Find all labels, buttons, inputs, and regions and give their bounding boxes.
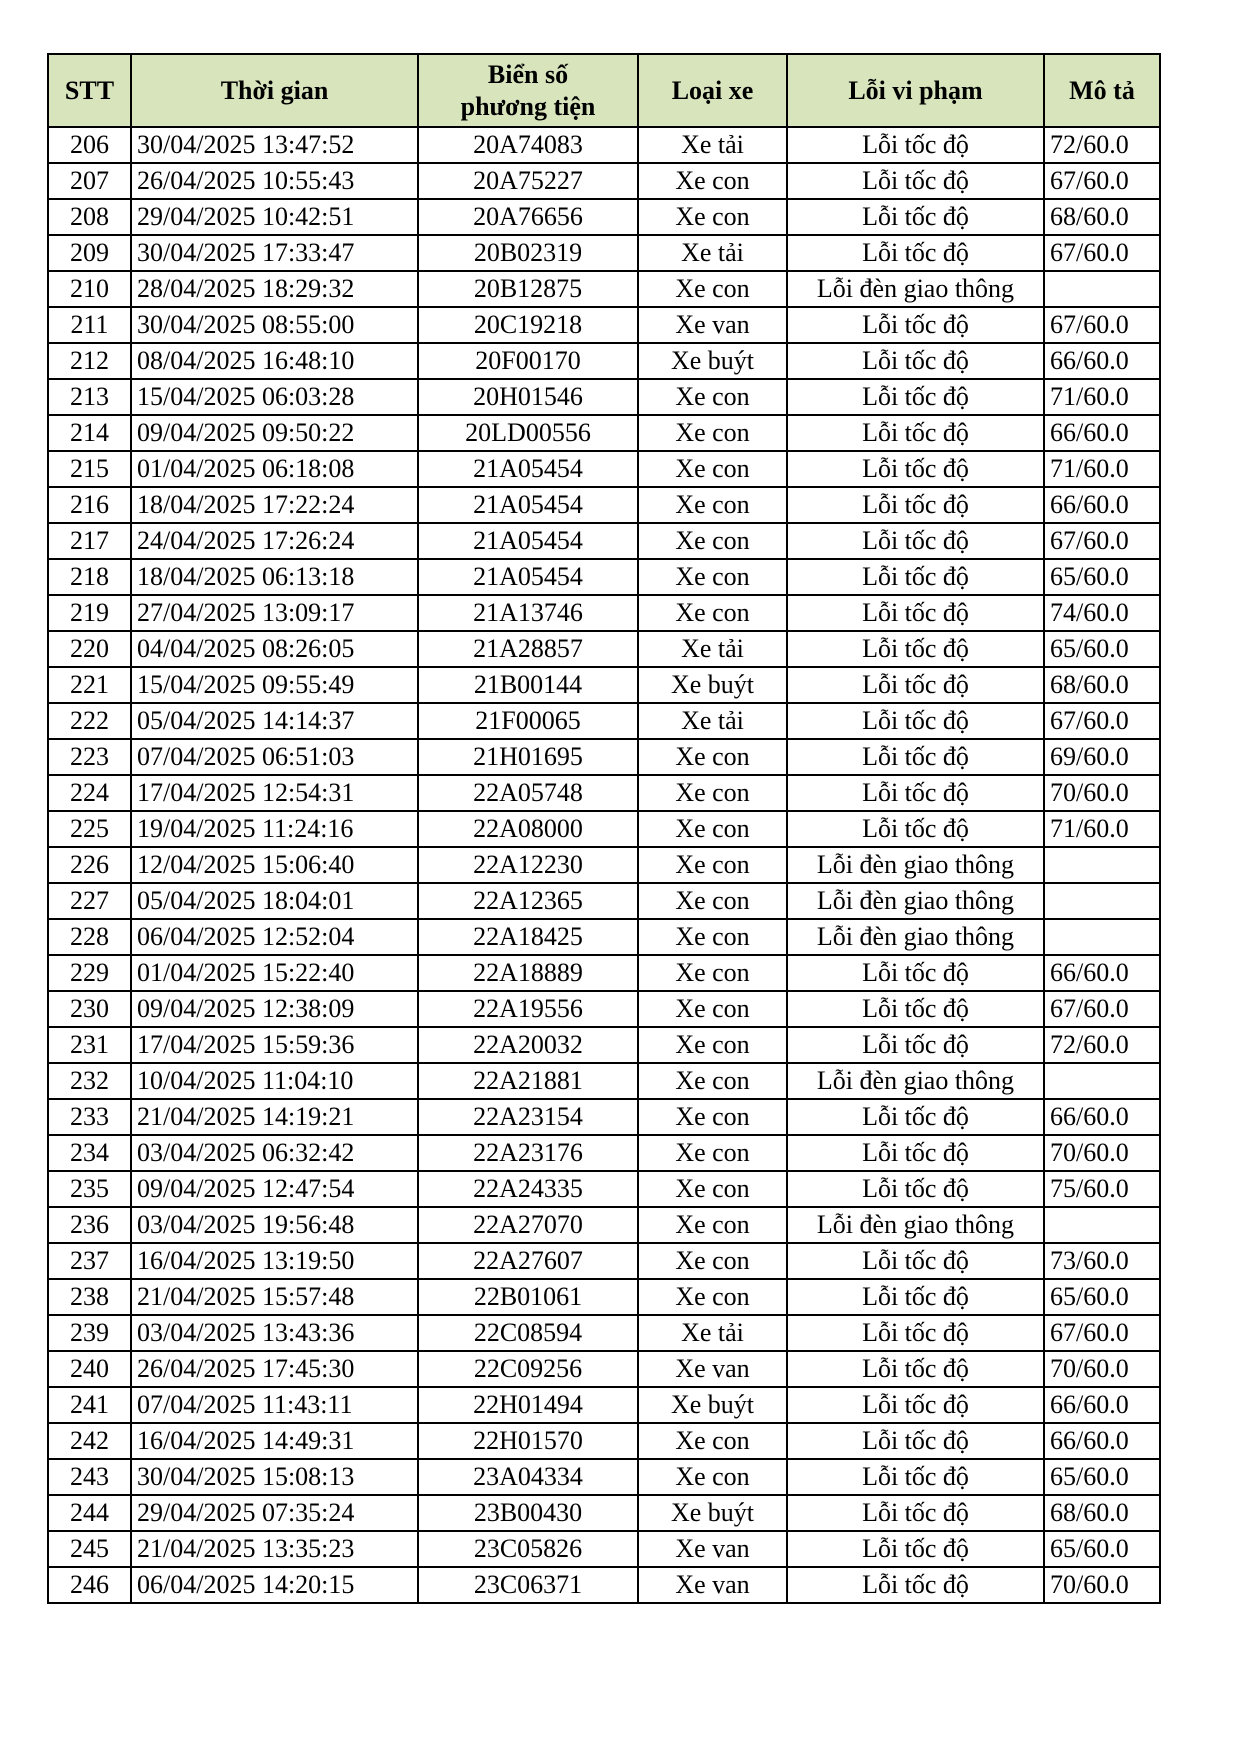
cell-stt: 214 (48, 415, 131, 451)
cell-plate: 22A18889 (418, 955, 638, 991)
cell-stt: 212 (48, 343, 131, 379)
table-row (48, 235, 1160, 271)
header-plate-line1: Biển số (487, 59, 569, 89)
table-body (48, 127, 1160, 1603)
cell-stt: 231 (48, 1027, 131, 1063)
cell-stt: 244 (48, 1495, 131, 1531)
cell-plate: 20A75227 (418, 163, 638, 199)
cell-vehicle-type: Xe van (638, 1531, 787, 1567)
cell-plate: 20A76656 (418, 199, 638, 235)
cell-violation: Lỗi tốc độ (787, 703, 1044, 739)
table-row (48, 127, 1160, 163)
cell-description: 66/60.0 (1044, 1099, 1160, 1135)
cell-description: 68/60.0 (1044, 1495, 1160, 1531)
cell-description: 67/60.0 (1044, 307, 1160, 343)
cell-time: 19/04/2025 11:24:16 (131, 811, 418, 847)
cell-vehicle-type: Xe con (638, 451, 787, 487)
cell-time: 17/04/2025 15:59:36 (131, 1027, 418, 1063)
cell-violation: Lỗi tốc độ (787, 379, 1044, 415)
cell-vehicle-type: Xe con (638, 775, 787, 811)
cell-time: 16/04/2025 14:49:31 (131, 1423, 418, 1459)
cell-time: 01/04/2025 15:22:40 (131, 955, 418, 991)
cell-violation: Lỗi tốc độ (787, 739, 1044, 775)
cell-description: 69/60.0 (1044, 739, 1160, 775)
table-row (48, 1135, 1160, 1171)
cell-plate: 21A05454 (418, 487, 638, 523)
cell-violation: Lỗi tốc độ (787, 1243, 1044, 1279)
cell-vehicle-type: Xe tải (638, 1315, 787, 1351)
cell-vehicle-type: Xe con (638, 1099, 787, 1135)
cell-plate: 22A08000 (418, 811, 638, 847)
table-row (48, 343, 1160, 379)
cell-time: 07/04/2025 11:43:11 (131, 1387, 418, 1423)
cell-description: 71/60.0 (1044, 451, 1160, 487)
cell-time: 03/04/2025 06:32:42 (131, 1135, 418, 1171)
cell-violation: Lỗi tốc độ (787, 343, 1044, 379)
cell-violation: Lỗi tốc độ (787, 955, 1044, 991)
cell-stt: 207 (48, 163, 131, 199)
cell-violation: Lỗi tốc độ (787, 1315, 1044, 1351)
cell-vehicle-type: Xe con (638, 739, 787, 775)
cell-vehicle-type: Xe con (638, 1243, 787, 1279)
table-row (48, 703, 1160, 739)
cell-plate: 22A18425 (418, 919, 638, 955)
cell-violation: Lỗi tốc độ (787, 1279, 1044, 1315)
cell-time: 30/04/2025 15:08:13 (131, 1459, 418, 1495)
cell-description: 66/60.0 (1044, 1423, 1160, 1459)
cell-violation: Lỗi tốc độ (787, 163, 1044, 199)
cell-description: 66/60.0 (1044, 343, 1160, 379)
table-row (48, 1387, 1160, 1423)
table-row (48, 1207, 1160, 1243)
cell-plate: 22A27607 (418, 1243, 638, 1279)
table-row (48, 991, 1160, 1027)
cell-plate: 21A05454 (418, 451, 638, 487)
table-row (48, 1459, 1160, 1495)
cell-violation: Lỗi tốc độ (787, 1351, 1044, 1387)
table-row (48, 1243, 1160, 1279)
cell-vehicle-type: Xe con (638, 991, 787, 1027)
cell-violation: Lỗi tốc độ (787, 1171, 1044, 1207)
cell-description (1044, 1207, 1160, 1243)
cell-violation: Lỗi đèn giao thông (787, 1207, 1044, 1243)
cell-description: 68/60.0 (1044, 667, 1160, 703)
table-row (48, 451, 1160, 487)
table-row (48, 739, 1160, 775)
cell-stt: 241 (48, 1387, 131, 1423)
cell-plate: 20F00170 (418, 343, 638, 379)
cell-time: 04/04/2025 08:26:05 (131, 631, 418, 667)
cell-time: 21/04/2025 13:35:23 (131, 1531, 418, 1567)
cell-time: 03/04/2025 13:43:36 (131, 1315, 418, 1351)
table-row (48, 811, 1160, 847)
cell-violation: Lỗi đèn giao thông (787, 883, 1044, 919)
cell-vehicle-type: Xe con (638, 1423, 787, 1459)
cell-violation: Lỗi tốc độ (787, 1135, 1044, 1171)
cell-time: 27/04/2025 13:09:17 (131, 595, 418, 631)
cell-stt: 246 (48, 1567, 131, 1603)
cell-description: 70/60.0 (1044, 1135, 1160, 1171)
cell-stt: 218 (48, 559, 131, 595)
table-row (48, 1063, 1160, 1099)
cell-violation: Lỗi tốc độ (787, 1423, 1044, 1459)
cell-violation: Lỗi tốc độ (787, 811, 1044, 847)
cell-vehicle-type: Xe con (638, 595, 787, 631)
cell-description (1044, 847, 1160, 883)
cell-description: 73/60.0 (1044, 1243, 1160, 1279)
cell-vehicle-type: Xe van (638, 1351, 787, 1387)
cell-plate: 21A28857 (418, 631, 638, 667)
cell-stt: 228 (48, 919, 131, 955)
cell-description: 65/60.0 (1044, 1531, 1160, 1567)
cell-stt: 245 (48, 1531, 131, 1567)
table-row (48, 883, 1160, 919)
violations-table (47, 53, 1161, 1604)
table-row (48, 847, 1160, 883)
cell-plate: 20B12875 (418, 271, 638, 307)
cell-description: 66/60.0 (1044, 487, 1160, 523)
cell-violation: Lỗi tốc độ (787, 127, 1044, 163)
cell-stt: 209 (48, 235, 131, 271)
cell-description: 66/60.0 (1044, 1387, 1160, 1423)
cell-plate: 21F00065 (418, 703, 638, 739)
cell-description: 68/60.0 (1044, 199, 1160, 235)
cell-stt: 233 (48, 1099, 131, 1135)
cell-vehicle-type: Xe con (638, 955, 787, 991)
table-row (48, 1315, 1160, 1351)
cell-vehicle-type: Xe con (638, 1459, 787, 1495)
cell-violation: Lỗi tốc độ (787, 1495, 1044, 1531)
cell-vehicle-type: Xe tải (638, 127, 787, 163)
cell-vehicle-type: Xe con (638, 199, 787, 235)
cell-violation: Lỗi tốc độ (787, 1387, 1044, 1423)
cell-vehicle-type: Xe tải (638, 703, 787, 739)
cell-violation: Lỗi tốc độ (787, 307, 1044, 343)
cell-description: 71/60.0 (1044, 379, 1160, 415)
cell-description: 70/60.0 (1044, 1351, 1160, 1387)
cell-plate: 23C06371 (418, 1567, 638, 1603)
cell-time: 30/04/2025 13:47:52 (131, 127, 418, 163)
table-row (48, 523, 1160, 559)
cell-vehicle-type: Xe con (638, 379, 787, 415)
cell-time: 26/04/2025 10:55:43 (131, 163, 418, 199)
cell-violation: Lỗi tốc độ (787, 235, 1044, 271)
table-row (48, 1495, 1160, 1531)
cell-plate: 22A23154 (418, 1099, 638, 1135)
cell-violation: Lỗi tốc độ (787, 415, 1044, 451)
cell-time: 29/04/2025 10:42:51 (131, 199, 418, 235)
cell-stt: 230 (48, 991, 131, 1027)
table-row (48, 1531, 1160, 1567)
cell-plate: 20A74083 (418, 127, 638, 163)
cell-violation: Lỗi tốc độ (787, 631, 1044, 667)
cell-violation: Lỗi tốc độ (787, 451, 1044, 487)
cell-time: 16/04/2025 13:19:50 (131, 1243, 418, 1279)
table-row (48, 199, 1160, 235)
cell-plate: 22A12230 (418, 847, 638, 883)
cell-vehicle-type: Xe con (638, 847, 787, 883)
cell-time: 05/04/2025 18:04:01 (131, 883, 418, 919)
header-violation: Lỗi vi phạm (787, 54, 1044, 127)
cell-plate: 22A12365 (418, 883, 638, 919)
cell-violation: Lỗi tốc độ (787, 667, 1044, 703)
cell-description: 67/60.0 (1044, 1315, 1160, 1351)
cell-time: 09/04/2025 12:47:54 (131, 1171, 418, 1207)
cell-violation: Lỗi tốc độ (787, 559, 1044, 595)
cell-time: 05/04/2025 14:14:37 (131, 703, 418, 739)
cell-vehicle-type: Xe con (638, 883, 787, 919)
header-plate-line2: phương tiện (460, 91, 596, 121)
header-vehicle-type: Loại xe (638, 54, 787, 127)
cell-description: 66/60.0 (1044, 955, 1160, 991)
cell-stt: 220 (48, 631, 131, 667)
cell-time: 03/04/2025 19:56:48 (131, 1207, 418, 1243)
cell-time: 12/04/2025 15:06:40 (131, 847, 418, 883)
cell-violation: Lỗi tốc độ (787, 523, 1044, 559)
table-row (48, 631, 1160, 667)
cell-time: 07/04/2025 06:51:03 (131, 739, 418, 775)
cell-stt: 225 (48, 811, 131, 847)
cell-time: 18/04/2025 06:13:18 (131, 559, 418, 595)
cell-vehicle-type: Xe con (638, 163, 787, 199)
table-row (48, 955, 1160, 991)
table-row (48, 595, 1160, 631)
cell-stt: 217 (48, 523, 131, 559)
cell-violation: Lỗi tốc độ (787, 991, 1044, 1027)
cell-stt: 237 (48, 1243, 131, 1279)
cell-stt: 239 (48, 1315, 131, 1351)
cell-time: 09/04/2025 09:50:22 (131, 415, 418, 451)
cell-vehicle-type: Xe van (638, 1567, 787, 1603)
cell-plate: 22A05748 (418, 775, 638, 811)
cell-time: 28/04/2025 18:29:32 (131, 271, 418, 307)
header-description: Mô tả (1044, 54, 1160, 127)
cell-description: 67/60.0 (1044, 991, 1160, 1027)
cell-description: 74/60.0 (1044, 595, 1160, 631)
cell-plate: 22C09256 (418, 1351, 638, 1387)
cell-vehicle-type: Xe buýt (638, 667, 787, 703)
cell-time: 29/04/2025 07:35:24 (131, 1495, 418, 1531)
cell-vehicle-type: Xe con (638, 415, 787, 451)
cell-time: 21/04/2025 14:19:21 (131, 1099, 418, 1135)
cell-vehicle-type: Xe con (638, 487, 787, 523)
table-row (48, 667, 1160, 703)
cell-plate: 20B02319 (418, 235, 638, 271)
cell-violation: Lỗi tốc độ (787, 1531, 1044, 1567)
cell-violation: Lỗi tốc độ (787, 199, 1044, 235)
cell-plate: 22A19556 (418, 991, 638, 1027)
cell-time: 21/04/2025 15:57:48 (131, 1279, 418, 1315)
cell-plate: 23C05826 (418, 1531, 638, 1567)
table-row (48, 163, 1160, 199)
cell-plate: 22A20032 (418, 1027, 638, 1063)
cell-violation: Lỗi tốc độ (787, 595, 1044, 631)
table-row (48, 1027, 1160, 1063)
cell-time: 08/04/2025 16:48:10 (131, 343, 418, 379)
cell-stt: 236 (48, 1207, 131, 1243)
cell-description: 67/60.0 (1044, 163, 1160, 199)
cell-violation: Lỗi đèn giao thông (787, 271, 1044, 307)
cell-plate: 23A04334 (418, 1459, 638, 1495)
header-row (48, 54, 1160, 127)
cell-vehicle-type: Xe con (638, 1027, 787, 1063)
cell-time: 15/04/2025 06:03:28 (131, 379, 418, 415)
cell-vehicle-type: Xe buýt (638, 1495, 787, 1531)
cell-stt: 210 (48, 271, 131, 307)
table-header (48, 54, 1160, 127)
cell-vehicle-type: Xe buýt (638, 343, 787, 379)
cell-plate: 21A05454 (418, 559, 638, 595)
cell-violation: Lỗi đèn giao thông (787, 847, 1044, 883)
cell-description: 70/60.0 (1044, 775, 1160, 811)
table-row (48, 919, 1160, 955)
cell-description: 65/60.0 (1044, 1279, 1160, 1315)
cell-description: 70/60.0 (1044, 1567, 1160, 1603)
cell-vehicle-type: Xe tải (638, 631, 787, 667)
cell-time: 10/04/2025 11:04:10 (131, 1063, 418, 1099)
cell-plate: 22A23176 (418, 1135, 638, 1171)
cell-plate: 22A24335 (418, 1171, 638, 1207)
table-row (48, 1423, 1160, 1459)
cell-description (1044, 271, 1160, 307)
cell-stt: 226 (48, 847, 131, 883)
cell-description: 72/60.0 (1044, 1027, 1160, 1063)
cell-vehicle-type: Xe con (638, 559, 787, 595)
cell-description: 71/60.0 (1044, 811, 1160, 847)
cell-stt: 213 (48, 379, 131, 415)
cell-stt: 223 (48, 739, 131, 775)
cell-description: 67/60.0 (1044, 523, 1160, 559)
cell-plate: 21H01695 (418, 739, 638, 775)
cell-vehicle-type: Xe buýt (638, 1387, 787, 1423)
header-stt: STT (48, 54, 131, 127)
table-row (48, 379, 1160, 415)
cell-vehicle-type: Xe con (638, 1063, 787, 1099)
cell-vehicle-type: Xe con (638, 1135, 787, 1171)
cell-vehicle-type: Xe con (638, 523, 787, 559)
cell-description: 65/60.0 (1044, 559, 1160, 595)
header-time: Thời gian (131, 54, 418, 127)
cell-stt: 234 (48, 1135, 131, 1171)
cell-plate: 22H01494 (418, 1387, 638, 1423)
cell-stt: 224 (48, 775, 131, 811)
cell-plate: 21A13746 (418, 595, 638, 631)
cell-violation: Lỗi tốc độ (787, 1459, 1044, 1495)
cell-time: 01/04/2025 06:18:08 (131, 451, 418, 487)
cell-description: 67/60.0 (1044, 235, 1160, 271)
cell-stt: 216 (48, 487, 131, 523)
cell-plate: 22A21881 (418, 1063, 638, 1099)
cell-plate: 20H01546 (418, 379, 638, 415)
cell-description: 65/60.0 (1044, 631, 1160, 667)
cell-stt: 211 (48, 307, 131, 343)
table-row (48, 307, 1160, 343)
cell-vehicle-type: Xe van (638, 307, 787, 343)
cell-stt: 222 (48, 703, 131, 739)
cell-plate: 22A27070 (418, 1207, 638, 1243)
cell-time: 30/04/2025 08:55:00 (131, 307, 418, 343)
cell-vehicle-type: Xe con (638, 1171, 787, 1207)
table-row (48, 1279, 1160, 1315)
cell-violation: Lỗi đèn giao thông (787, 1063, 1044, 1099)
cell-time: 06/04/2025 12:52:04 (131, 919, 418, 955)
table-row (48, 1171, 1160, 1207)
cell-violation: Lỗi tốc độ (787, 775, 1044, 811)
cell-stt: 215 (48, 451, 131, 487)
table-row (48, 487, 1160, 523)
table-row (48, 1351, 1160, 1387)
cell-description: 65/60.0 (1044, 1459, 1160, 1495)
cell-time: 30/04/2025 17:33:47 (131, 235, 418, 271)
cell-violation: Lỗi đèn giao thông (787, 919, 1044, 955)
cell-plate: 22H01570 (418, 1423, 638, 1459)
cell-time: 18/04/2025 17:22:24 (131, 487, 418, 523)
cell-stt: 219 (48, 595, 131, 631)
cell-violation: Lỗi tốc độ (787, 1099, 1044, 1135)
cell-plate: 21A05454 (418, 523, 638, 559)
cell-stt: 227 (48, 883, 131, 919)
cell-description (1044, 883, 1160, 919)
cell-vehicle-type: Xe con (638, 1279, 787, 1315)
table-row (48, 1099, 1160, 1135)
table-row (48, 775, 1160, 811)
cell-vehicle-type: Xe con (638, 1207, 787, 1243)
table-row (48, 1567, 1160, 1603)
cell-time: 06/04/2025 14:20:15 (131, 1567, 418, 1603)
cell-stt: 240 (48, 1351, 131, 1387)
cell-stt: 208 (48, 199, 131, 235)
cell-violation: Lỗi tốc độ (787, 487, 1044, 523)
cell-vehicle-type: Xe con (638, 919, 787, 955)
cell-stt: 242 (48, 1423, 131, 1459)
cell-stt: 221 (48, 667, 131, 703)
cell-description: 66/60.0 (1044, 415, 1160, 451)
cell-description: 75/60.0 (1044, 1171, 1160, 1207)
cell-vehicle-type: Xe con (638, 271, 787, 307)
cell-time: 24/04/2025 17:26:24 (131, 523, 418, 559)
cell-plate: 22B01061 (418, 1279, 638, 1315)
header-plate (418, 54, 638, 127)
cell-description (1044, 919, 1160, 955)
table-row (48, 271, 1160, 307)
cell-plate: 21B00144 (418, 667, 638, 703)
cell-vehicle-type: Xe tải (638, 235, 787, 271)
cell-stt: 232 (48, 1063, 131, 1099)
cell-vehicle-type: Xe con (638, 811, 787, 847)
cell-time: 26/04/2025 17:45:30 (131, 1351, 418, 1387)
cell-violation: Lỗi tốc độ (787, 1027, 1044, 1063)
cell-stt: 238 (48, 1279, 131, 1315)
cell-time: 09/04/2025 12:38:09 (131, 991, 418, 1027)
cell-plate: 23B00430 (418, 1495, 638, 1531)
cell-stt: 235 (48, 1171, 131, 1207)
cell-stt: 206 (48, 127, 131, 163)
cell-description: 67/60.0 (1044, 703, 1160, 739)
table-row (48, 559, 1160, 595)
cell-time: 17/04/2025 12:54:31 (131, 775, 418, 811)
cell-description (1044, 1063, 1160, 1099)
cell-description: 72/60.0 (1044, 127, 1160, 163)
cell-plate: 20C19218 (418, 307, 638, 343)
cell-plate: 20LD00556 (418, 415, 638, 451)
cell-plate: 22C08594 (418, 1315, 638, 1351)
table-row (48, 415, 1160, 451)
cell-stt: 229 (48, 955, 131, 991)
cell-time: 15/04/2025 09:55:49 (131, 667, 418, 703)
cell-stt: 243 (48, 1459, 131, 1495)
cell-violation: Lỗi tốc độ (787, 1567, 1044, 1603)
